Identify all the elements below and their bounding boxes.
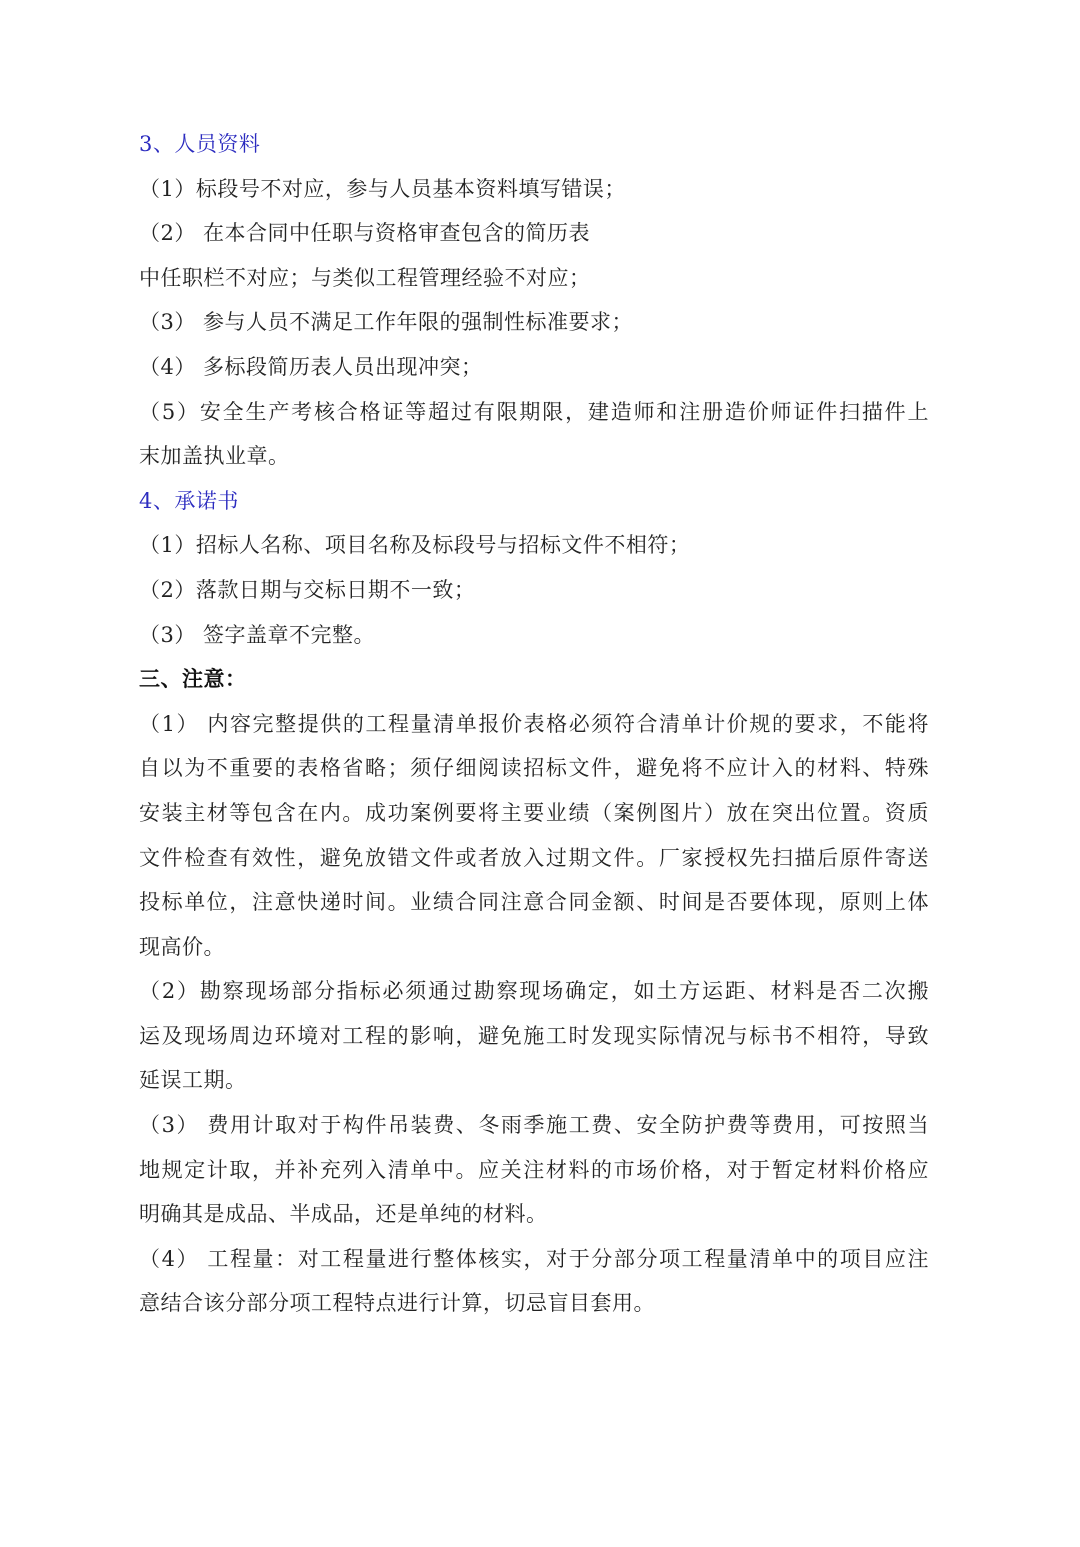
text-line: 中任职栏不对应；与类似工程管理经验不对应； (139, 265, 591, 290)
text-line: （2）勘察现场部分指标必须通过勘察现场确定，如土方运距、材料是否二次搬 (139, 979, 929, 1004)
text-line: （2）落款日期与交标日期不一致； (139, 577, 476, 602)
section-heading: 3、人员资料 (139, 132, 261, 156)
text-line: 地规定计取，并补充列入清单中。应关注材料的市场价格，对于暂定材料价格应 (139, 1157, 929, 1182)
text-line: 文件检查有效性，避免放错文件或者放入过期文件。厂家授权先扫描后原件寄送 (139, 845, 929, 870)
text-line: 明确其是成品、半成品，还是单纯的材料。 (139, 1202, 548, 1227)
text-line: 自以为不重要的表格省略；须仔细阅读招标文件，避免将不应计入的材料、特殊 (139, 756, 929, 781)
text-line: （1） 内容完整提供的工程量清单报价表格必须符合清单计价规的要求，不能将 (139, 711, 929, 736)
section-heading: 三、注意： (139, 666, 247, 692)
text-line: （1）招标人名称、项目名称及标段号与招标文件不相符； (139, 533, 691, 558)
text-line: 运及现场周边环境对工程的影响，避免施工时发现实际情况与标书不相符，导致 (139, 1023, 929, 1048)
text-line: （1）标段号不对应，参与人员基本资料填写错误； (139, 176, 626, 201)
text-line: 投标单位，注意快递时间。业绩合同注意合同金额、时间是否要体现，原则上体 (139, 890, 929, 915)
text-line: （3） 参与人员不满足工作年限的强制性标准要求； (139, 310, 634, 335)
text-line: 现高价。 (139, 934, 225, 959)
document-body (139, 122, 929, 1326)
text-line: （4） 多标段简历表人员出现冲突； (139, 354, 483, 379)
section-heading: 4、承诺书 (139, 488, 239, 513)
text-line: 安装主材等包含在内。成功案例要将主要业绩（案例图片）放在突出位置。资质 (139, 800, 929, 825)
text-line: 意结合该分部分项工程特点进行计算，切忌盲目套用。 (139, 1291, 655, 1316)
text-line: （3） 签字盖章不完整。 (139, 622, 376, 647)
text-line: 延误工期。 (139, 1068, 247, 1093)
text-line: （5）安全生产考核合格证等超过有限期限，建造师和注册造价师证件扫描件上 (139, 399, 929, 424)
text-line: （4） 工程量：对工程量进行整体核实，对于分部分项工程量清单中的项目应注 (139, 1246, 929, 1271)
text-line: （3） 费用计取对于构件吊装费、冬雨季施工费、安全防护费等费用，可按照当 (139, 1113, 929, 1138)
text-line: 末加盖执业章。 (139, 444, 290, 469)
text-line: （2） 在本合同中任职与资格审查包含的简历表 (139, 221, 591, 246)
